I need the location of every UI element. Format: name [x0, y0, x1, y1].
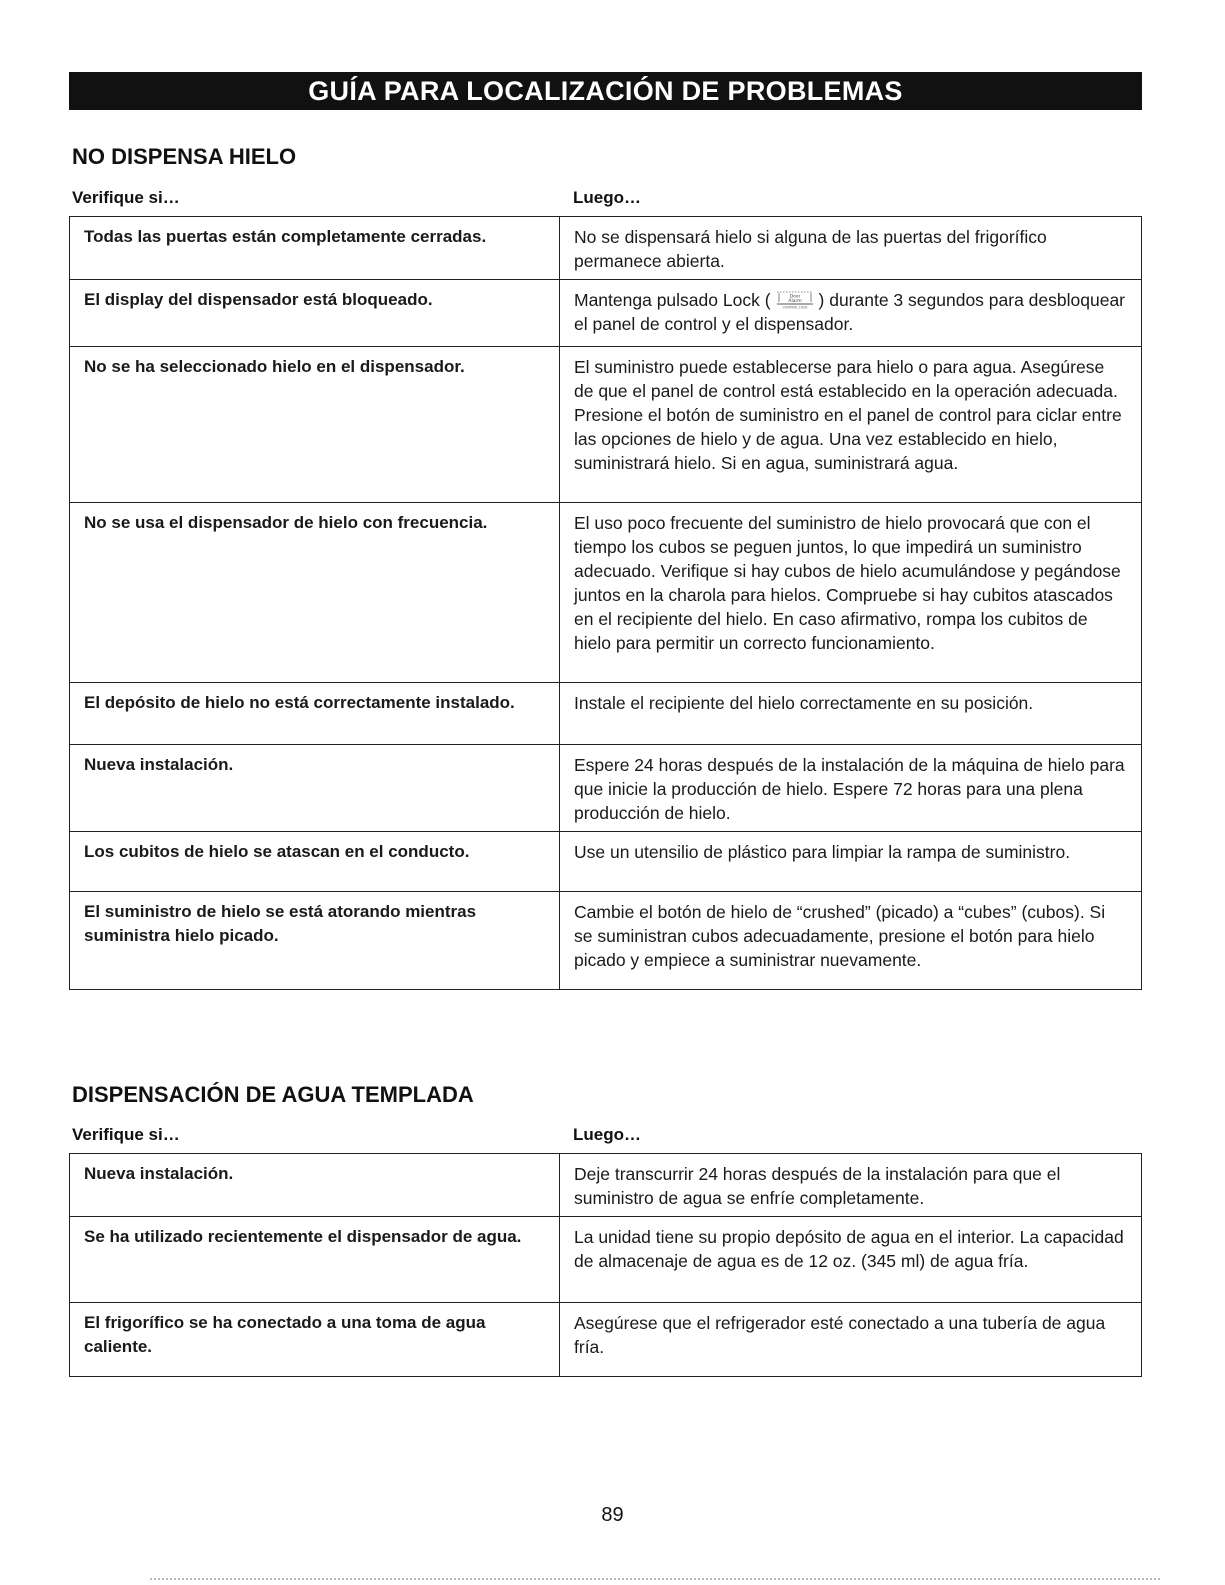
cause-cell: El display del dispensador está bloqueado.: [70, 280, 560, 347]
table-row: [70, 217, 1142, 280]
cause-cell: Todas las puertas están completamente cerradas.: [70, 217, 560, 280]
table-row: [70, 1154, 1142, 1217]
section-title-no-dispensa-hielo: NO DISPENSA HIELO: [72, 144, 297, 169]
table-row: [70, 503, 1142, 683]
solution-cell: Espere 24 horas después de la instalación de la máquina de hielo para que inicie la producción de hielo. Espere 72 horas para una plena producción de hielo.: [560, 745, 1142, 832]
table-row: [70, 347, 1142, 503]
table-row: [70, 683, 1142, 745]
cause-cell: No se ha seleccionado hielo en el dispensador.: [70, 347, 560, 503]
column-header-check: Verifique si…: [72, 188, 180, 207]
solution-cell: Cambie el botón de hielo de “crushed” (picado) a “cubes” (cubos). Si se suministran cubos adecuadamente, presione el botón para hielo picado y empiece a suministrar nuevamente.: [560, 892, 1142, 990]
table-row: [70, 892, 1142, 990]
cause-cell: El suministro de hielo se está atorando mientras suministra hielo picado.: [70, 892, 560, 990]
scan-edge-divider: [150, 1578, 1160, 1584]
solution-cell: Deje transcurrir 24 horas después de la instalación para que el suministro de agua se enfríe completamente.: [560, 1154, 1142, 1217]
control-lock-icon: [773, 290, 817, 312]
solution-cell: No se dispensará hielo si alguna de las puertas del frigorífico permanece abierta.: [560, 217, 1142, 280]
table-row: [70, 1217, 1142, 1303]
page-title-banner: GUÍA PARA LOCALIZACIÓN DE PROBLEMAS: [69, 72, 1142, 110]
table-row: [70, 745, 1142, 832]
page-number: 89: [601, 1504, 624, 1526]
solution-text-part: ) durante 3 segundos para desbloquear el panel de control y el dispensador.: [574, 290, 1126, 334]
cause-cell: No se usa el dispensador de hielo con frecuencia.: [70, 503, 560, 683]
solution-cell: Use un utensilio de plástico para limpiar la rampa de suministro.: [560, 832, 1142, 892]
cause-cell: Nueva instalación.: [70, 745, 560, 832]
table-row: [70, 1303, 1142, 1377]
icon-label-mid: Alarm: [787, 299, 802, 304]
cause-cell: Los cubitos de hielo se atascan en el conducto.: [70, 832, 560, 892]
solution-cell: [560, 280, 1142, 347]
troubleshooting-table-water: [69, 1153, 1142, 1377]
cause-cell: Se ha utilizado recientemente el dispensador de agua.: [70, 1217, 560, 1303]
cause-cell: Nueva instalación.: [70, 1154, 560, 1217]
icon-label-top: Door: [789, 294, 800, 300]
solution-cell: La unidad tiene su propio depósito de agua en el interior. La capacidad de almacenaje de agua es de 12 oz. (345 ml) de agua fría.: [560, 1217, 1142, 1303]
troubleshooting-table-ice: [69, 216, 1142, 990]
solution-cell: Asegúrese que el refrigerador esté conectado a una tubería de agua fría.: [560, 1303, 1142, 1377]
icon-label-bottom: CONTROL LOCK: [781, 305, 808, 310]
table-row: [70, 280, 1142, 347]
solution-cell: Instale el recipiente del hielo correctamente en su posición.: [560, 683, 1142, 745]
column-header-then: Luego…: [573, 188, 641, 207]
cause-cell: El frigorífico se ha conectado a una toma de agua caliente.: [70, 1303, 560, 1377]
table-row: [70, 832, 1142, 892]
solution-text-part: Mantenga pulsado Lock (: [574, 290, 771, 310]
solution-cell: El uso poco frecuente del suministro de hielo provocará que con el tiempo los cubos se peguen juntos, lo que impedirá un suministro adecuado. Verifique si hay cubos de hielo acumulándose y pegándose juntos en la charola para hielos. Compruebe si hay cubitos atascados en el recipiente del hielo. En caso afirmativo, rompa los cubitos de hielo para permitir un correcto funcionamiento.: [560, 503, 1142, 683]
column-header-check: Verifique si…: [72, 1125, 180, 1144]
solution-cell: El suministro puede establecerse para hielo o para agua. Asegúrese de que el panel de control está establecido en la operación adecuada. Presione el botón de suministro en el panel de control para ciclar entre las opciones de hielo y de agua. Una vez establecido en hielo, suministrará hielo. Si en agua, suministrará agua.: [560, 347, 1142, 503]
section-title-agua-templada: DISPENSACIÓN DE AGUA TEMPLADA: [72, 1082, 474, 1107]
column-header-then: Luego…: [573, 1125, 641, 1144]
cause-cell: El depósito de hielo no está correctamente instalado.: [70, 683, 560, 745]
